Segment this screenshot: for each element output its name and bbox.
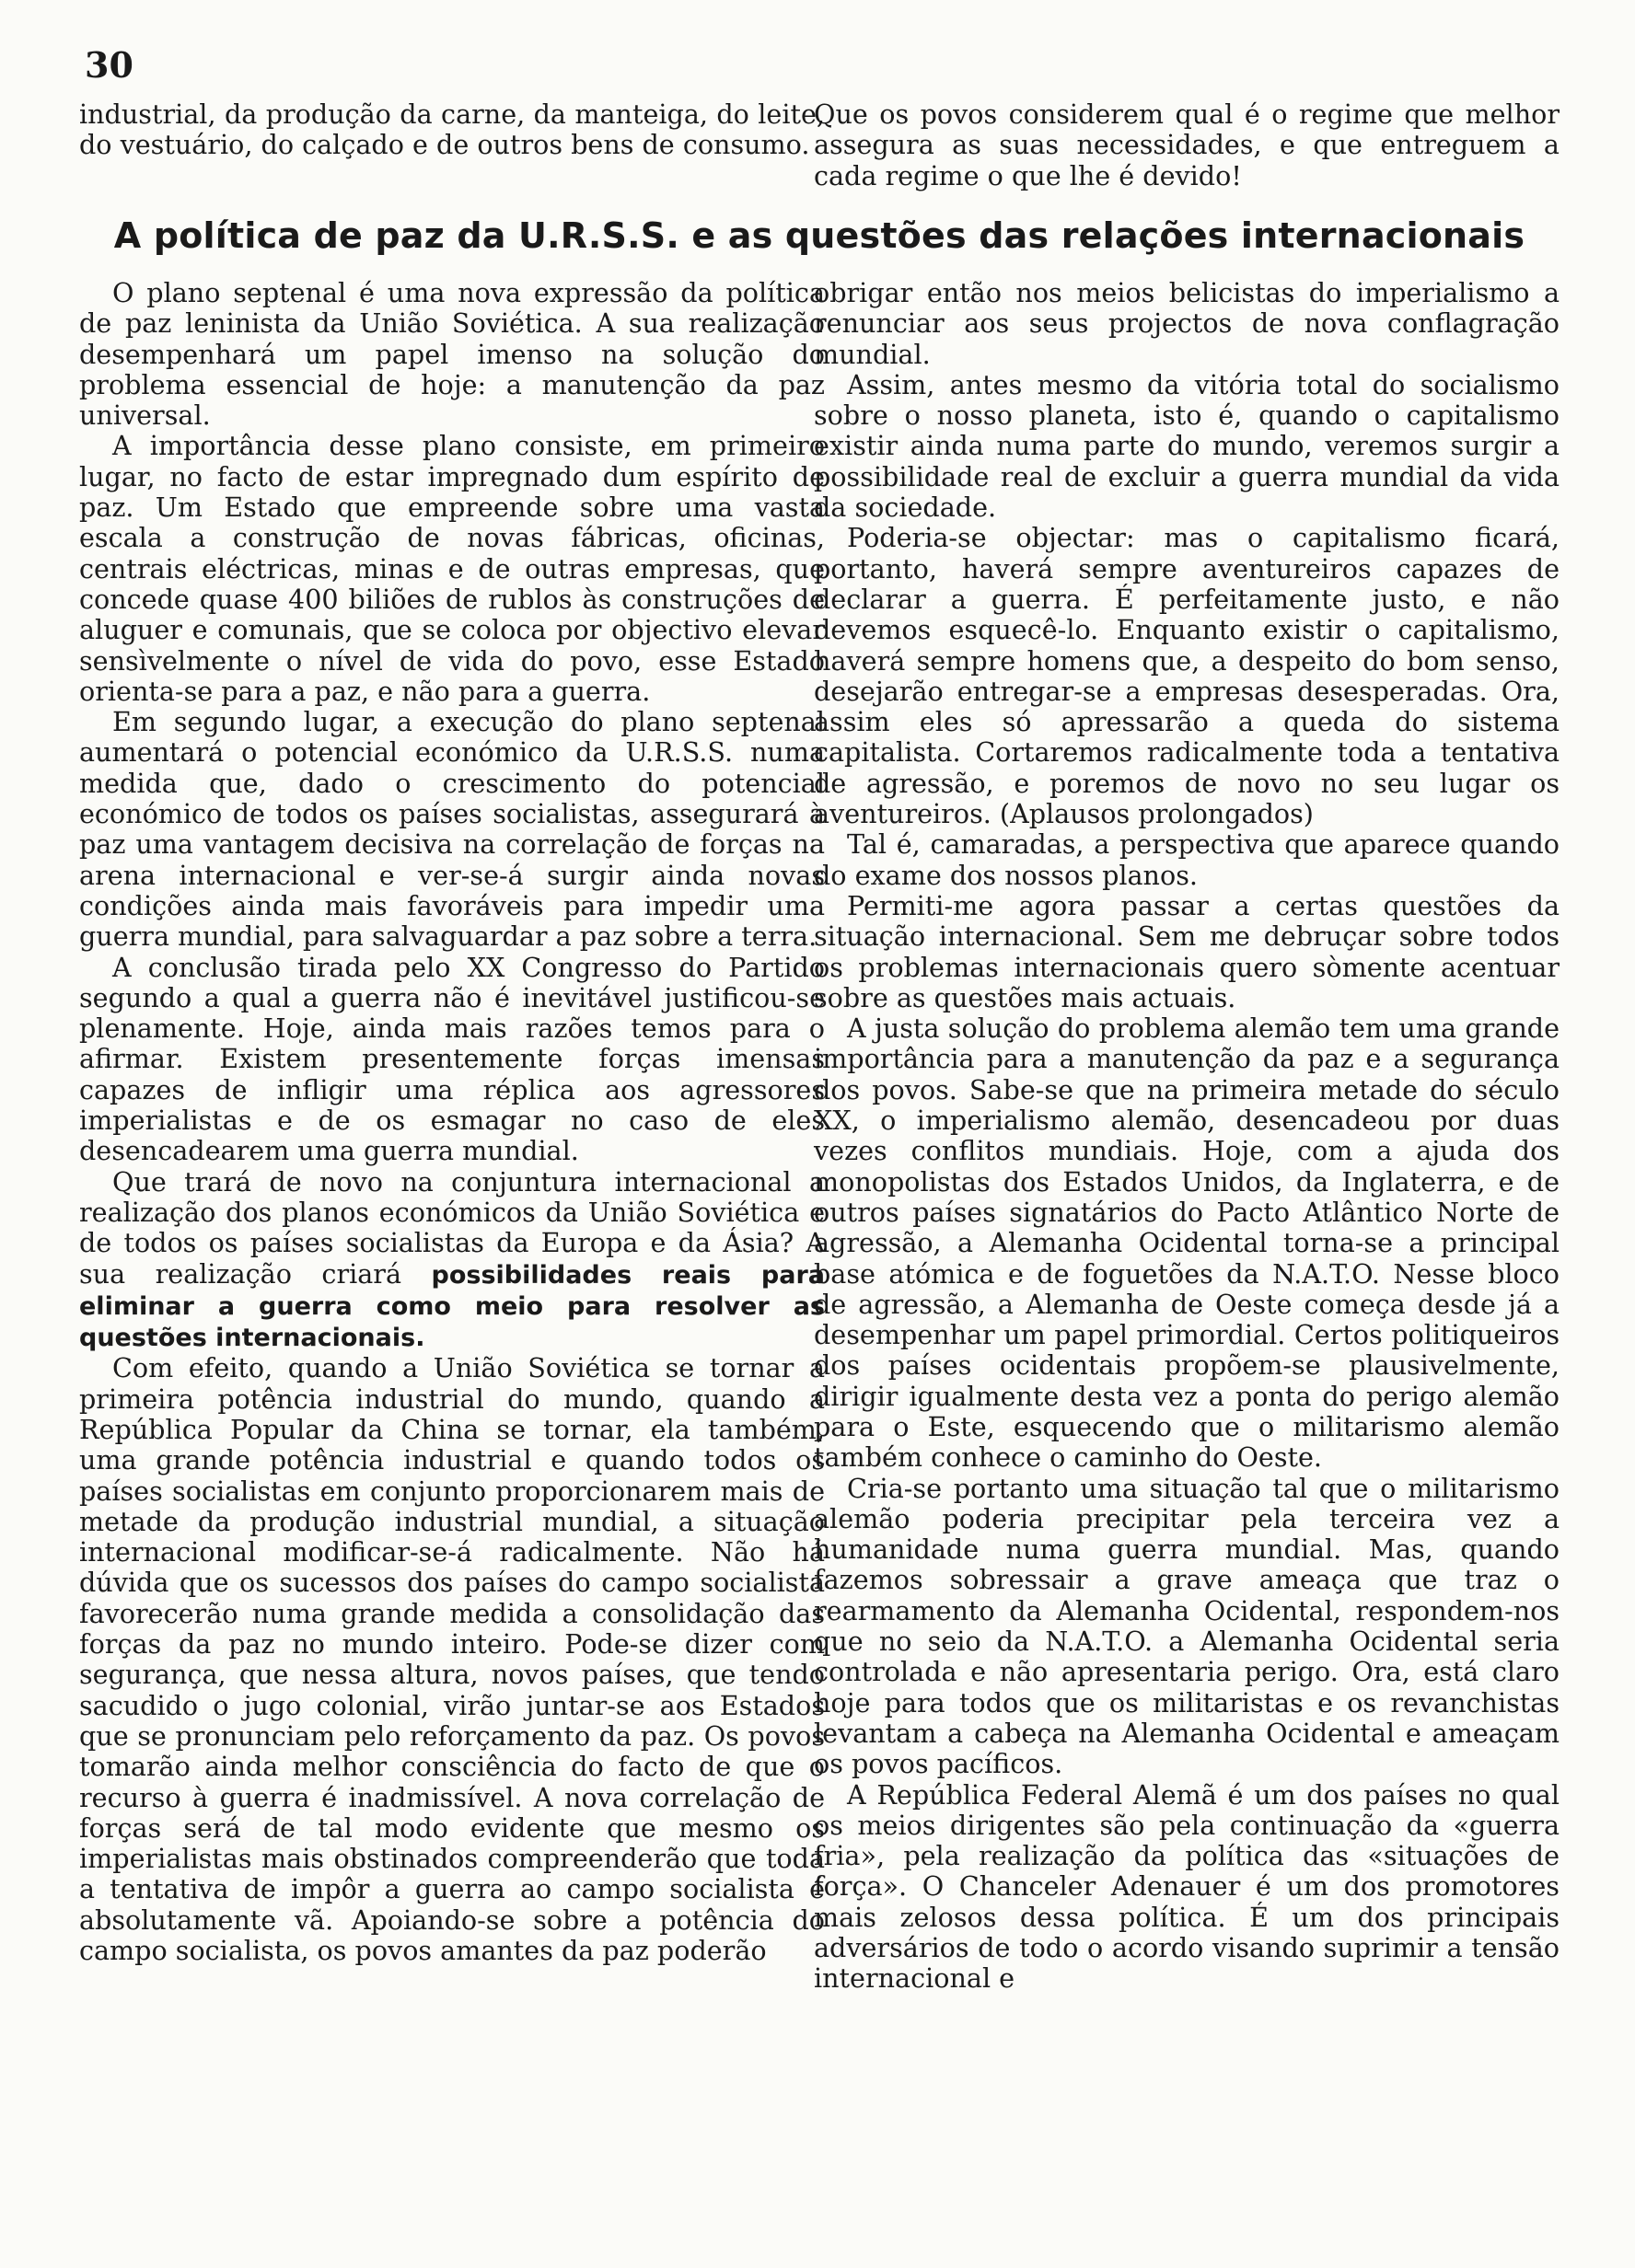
section-heading: A política de paz da U.R.S.S. e as questões das relações internacionais xyxy=(113,215,1525,256)
paragraph: industrial, da produção da carne, da manteiga, do leite, do vestuário, do calçado e de outros bens de consumo. xyxy=(79,98,825,161)
paragraph: Tal é, camaradas, a perspectiva que aparece quando do exame dos nossos planos. xyxy=(814,828,1560,891)
paragraph: A justa solução do problema alemão tem uma grande importância para a manutenção da paz e a segurança dos povos. Sabe-se que na primeira metade do século XX, o imperialismo alemão, desencadeou por duas vezes conflitos mundiais. Hoje, com a ajuda dos monopolistas dos Estados Unidos, da Inglaterra, e de outros países signatários do Pacto Atlântico Norte de agressão, a Alemanha Ocidental torna-se a principal base atómica e de foguetões da N.A.T.O. Nesse bloco de agressão, a Alemanha de Oeste começa desde já a desempenhar um papel primordial. Certos politiqueiros dos países ocidentais propõem-se plausivelmente, dirigir igualmente desta vez a ponta do perigo alemão para o Este, esquecendo que o militarismo alemão também conhece o caminho do Oeste. xyxy=(814,1012,1560,1474)
paragraph: Que os povos considerem qual é o regime que melhor assegura as suas necessidades, e que entreguem a cada regime o que lhe é devido! xyxy=(814,98,1560,191)
paragraph: obrigar então nos meios belicistas do imperialismo a renunciar aos seus projectos de nova conflagração mundial. xyxy=(814,277,1560,370)
paragraph: Cria-se portanto uma situação tal que o militarismo alemão poderia precipitar pela terceira vez a humanidade numa guerra mundial. Mas, quando fazemos sobressair a grave ameaça que traz o rearmamento da Alemanha Ocidental, respondem-nos que no seio da N.A.T.O. a Alemanha Ocidental seria controlada e não apresentaria perigo. Ora, está claro hoje para todos que os militaristas e os revanchistas levantam a cabeça na Alemanha Ocidental e ameaçam os povos pacíficos. xyxy=(814,1472,1560,1780)
right-column xyxy=(814,278,1560,1995)
paragraph: A importância desse plano consiste, em primeiro lugar, no facto de estar impregnado dum espírito de paz. Um Estado que empreende sobre uma vasta escala a construção de novas fábricas, oficinas, centrais eléctricas, minas e de outras empresas, que concede quase 400 biliões de rublos às construções de aluguer e comunais, que se coloca por objectivo elevar sensìvelmente o nível de vida do povo, esse Estado orienta-se para a paz, e não para a guerra. xyxy=(79,430,825,707)
paragraph: Poderia-se objectar: mas o capitalismo ficará, portanto, haverá sempre aventureiros capazes de declarar a guerra. É perfeitamente justo, e não devemos esquecê-lo. Enquanto existir o capitalismo, haverá sempre homens que, a despeito do bom senso, desejarão entregar-se a empresas desesperadas. Ora, assim eles só apressarão a queda do sistema capitalista. Cortaremos radicalmente toda a tentativa de agressão, e poremos de novo no seu lugar os aventureiros. (Aplausos prolongados) xyxy=(814,522,1560,830)
paragraph: A República Federal Alemã é um dos países no qual os meios dirigentes são pela continuação da «guerra fria», pela realização da política das «situações de força». O Chanceler Adenauer é um dos promotores mais zelosos dessa política. É um dos principais adversários de todo o acordo visando suprimir a tensão internacional e xyxy=(814,1778,1560,1995)
left-top-continuation xyxy=(79,99,825,161)
paragraph: A conclusão tirada pelo XX Congresso do Partido segundo a qual a guerra não é inevitável justificou-se plenamente. Hoje, ainda mais razões temos para o afirmar. Existem presentemente forças imensas capazes de infligir uma réplica aos agressores imperialistas e de os esmagar no caso de eles desencadearem uma guerra mundial. xyxy=(79,951,825,1167)
paragraph: O plano septenal é uma nova expressão da política de paz leninista da União Soviética. A sua realização desempenhará um papel imenso na solução do problema essencial de hoje: a manutenção da paz universal. xyxy=(79,277,825,432)
right-top-continuation xyxy=(814,99,1560,191)
paragraph-text: Que trará de novo na conjuntura internacional a realização dos planos económicos da União Soviética e de todos os países socialistas da Europa e da Ásia? A sua realização criará xyxy=(79,1165,825,1290)
emphasized-text: possibilidades reais para eliminar a guerra como meio para resolver as questões internacionais. xyxy=(79,1260,825,1353)
page-number: 30 xyxy=(85,44,133,86)
paragraph: Em segundo lugar, a execução do plano septenal aumentará o potencial económico da U.R.S.S. numa medida que, dado o crescimento do potencial económico de todos os países socialistas, assegurará à paz uma vantagem decisiva na correlação de forças na arena internacional e ver-se-á surgir ainda novas condições ainda mais favoráveis para impedir uma guerra mundial, para salvaguardar a paz sobre a terra. xyxy=(79,706,825,953)
paragraph xyxy=(79,1167,825,1354)
paragraph: Assim, antes mesmo da vitória total do socialismo sobre o nosso planeta, isto é, quando o capitalismo existir ainda numa parte do mundo, veremos surgir a possibilidade real de excluir a guerra mundial da vida da sociedade. xyxy=(814,368,1560,524)
paragraph: Permiti-me agora passar a certas questões da situação internacional. Sem me debruçar sobre todos os problemas internacionais quero sòmente acentuar sobre as questões mais actuais. xyxy=(814,889,1560,1013)
paragraph: Com efeito, quando a União Soviética se tornar a primeira potência industrial do mundo, quando a República Popular da China se tornar, ela também, uma grande potência industrial e quando todos os países socialistas em conjunto proporcionarem mais de metade da produção industrial mundial, a situação internacional modificar-se-á radicalmente. Não há dúvida que os sucessos dos países do campo socialista favorecerão numa grande medida a consolidação das forças da paz no mundo inteiro. Pode-se dizer com segurança, que nessa altura, novos países, que tendo sacudido o jugo colonial, virão juntar-se aos Estados que se pronunciam pelo reforçamento da paz. Os povos tomarão ainda melhor consciência do facto de que o recurso à guerra é inadmissível. A nova correlação de forças será de tal modo evidente que mesmo os imperialistas mais obstinados compreenderão que toda a tentativa de impôr a guerra ao campo socialista é absolutamente vã. Apoiando-se sobre a potência do campo socialista, os povos amantes da paz poderão xyxy=(79,1352,825,1967)
left-column xyxy=(79,278,825,1966)
